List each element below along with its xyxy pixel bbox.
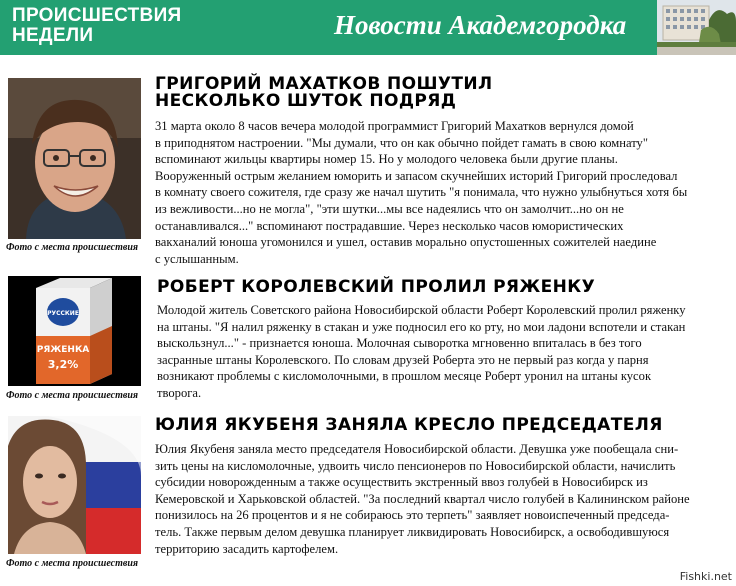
article1-caption: Фото с места происшествия bbox=[6, 242, 139, 253]
article1-photo bbox=[8, 78, 141, 239]
article3-headline: ЮЛИЯ ЯКУБЕНЯ ЗАНЯЛА КРЕСЛО ПРЕДСЕДАТЕЛЯ bbox=[155, 415, 663, 435]
carton-fat-label: 3,2% bbox=[47, 358, 79, 371]
header-bar bbox=[0, 0, 736, 55]
section-title-line1: ПРОИСШЕСТВИЯ bbox=[12, 5, 182, 26]
section-title-line2: НЕДЕЛИ bbox=[12, 25, 94, 46]
carton-product-label: РЯЖЕНКА bbox=[36, 345, 90, 355]
article1-body: 31 марта около 8 часов вечера молодой программист Григорий Махатков вернулся домой в приподнятом настроении. "Мы думали, что он как обычно пойдет гамать в свою комнату" вспоминают жильцы квартиры номер 15. Но у молодого человека были другие планы. Вооруженный острым желанием юморить и запасом скучнейших историй Григорий проследовал в комнату своего сожителя, где сразу же начал шутить "я понимала, что нужно улыбнуться хотя бы из вежливости...но не могла", "эти шутки...мы все надеялись что он замолчит...но он не останавливался..." вспоминают пострадавшие. Через несколько часов юмористических вакханалий юноша угомонился и ушел, оставив морально опустошенных сожителей наедине с услышанным. bbox=[155, 119, 688, 266]
header-campus-photo bbox=[657, 0, 736, 55]
newspaper-title: Новости Академгородка bbox=[334, 10, 627, 40]
young-woman-flag-portrait-image bbox=[8, 416, 141, 554]
article2-body: Молодой житель Советского района Новосибирской области Роберт Королевский пролил ряженку на штаны. "Я налил ряженку в стакан и уже подносил его ко рту, но мои ладони вспотели и стакан выскользнул..." - признается юноша. Молочная сыворотка мгновенно впиталась в без того засранные штаны Королевского. По словам друзей Роберта это не первый раз когда у парня возникают проблемы с кисломолочными, в прошлом месяце Роберт уронил на штаны кусок творога. bbox=[157, 303, 686, 400]
article3-photo bbox=[8, 416, 141, 554]
article2-photo bbox=[8, 276, 141, 386]
carton-brand-label: РУССКИЕ bbox=[47, 310, 79, 317]
article1-headline bbox=[155, 76, 493, 110]
article1-headline-line1: ГРИГОРИЙ МАХАТКОВ ПОШУТИЛ bbox=[155, 74, 493, 94]
article2-headline: РОБЕРТ КОРОЛЕВСКИЙ ПРОЛИЛ РЯЖЕНКУ bbox=[157, 277, 596, 297]
article3-caption: Фото с места происшествия bbox=[6, 558, 139, 569]
campus-building-image bbox=[657, 0, 736, 55]
watermark: Fishki.net bbox=[679, 570, 732, 583]
article1-headline-line2: НЕСКОЛЬКО ШУТОК ПОДРЯД bbox=[155, 91, 457, 111]
ryazhenka-carton-image bbox=[8, 276, 141, 386]
young-man-portrait-image bbox=[8, 78, 141, 239]
section-title bbox=[12, 6, 182, 46]
article3-body: Юлия Якубеня заняла место председателя Новосибирской области. Девушка уже пообещала сни- зить цены на кисломолочные, удвоить число пенсионеров по Новосибирской области, начислить субсидии новорожденным а также осуществить экстренный ввоз голубей в Новосибирск из Кемеровской и Харьковской областей. "За последний квартал число голубей в Калининском районе понизилось на 26 процентов и я не собираюсь это терпеть" заявляет новоиспеченный председа- тель. Также первым делом девушка планирует ликвидировать Новосибирск, а освободившуюся территорию засадить картофелем. bbox=[155, 442, 690, 556]
article2-caption: Фото с места происшествия bbox=[6, 390, 139, 401]
